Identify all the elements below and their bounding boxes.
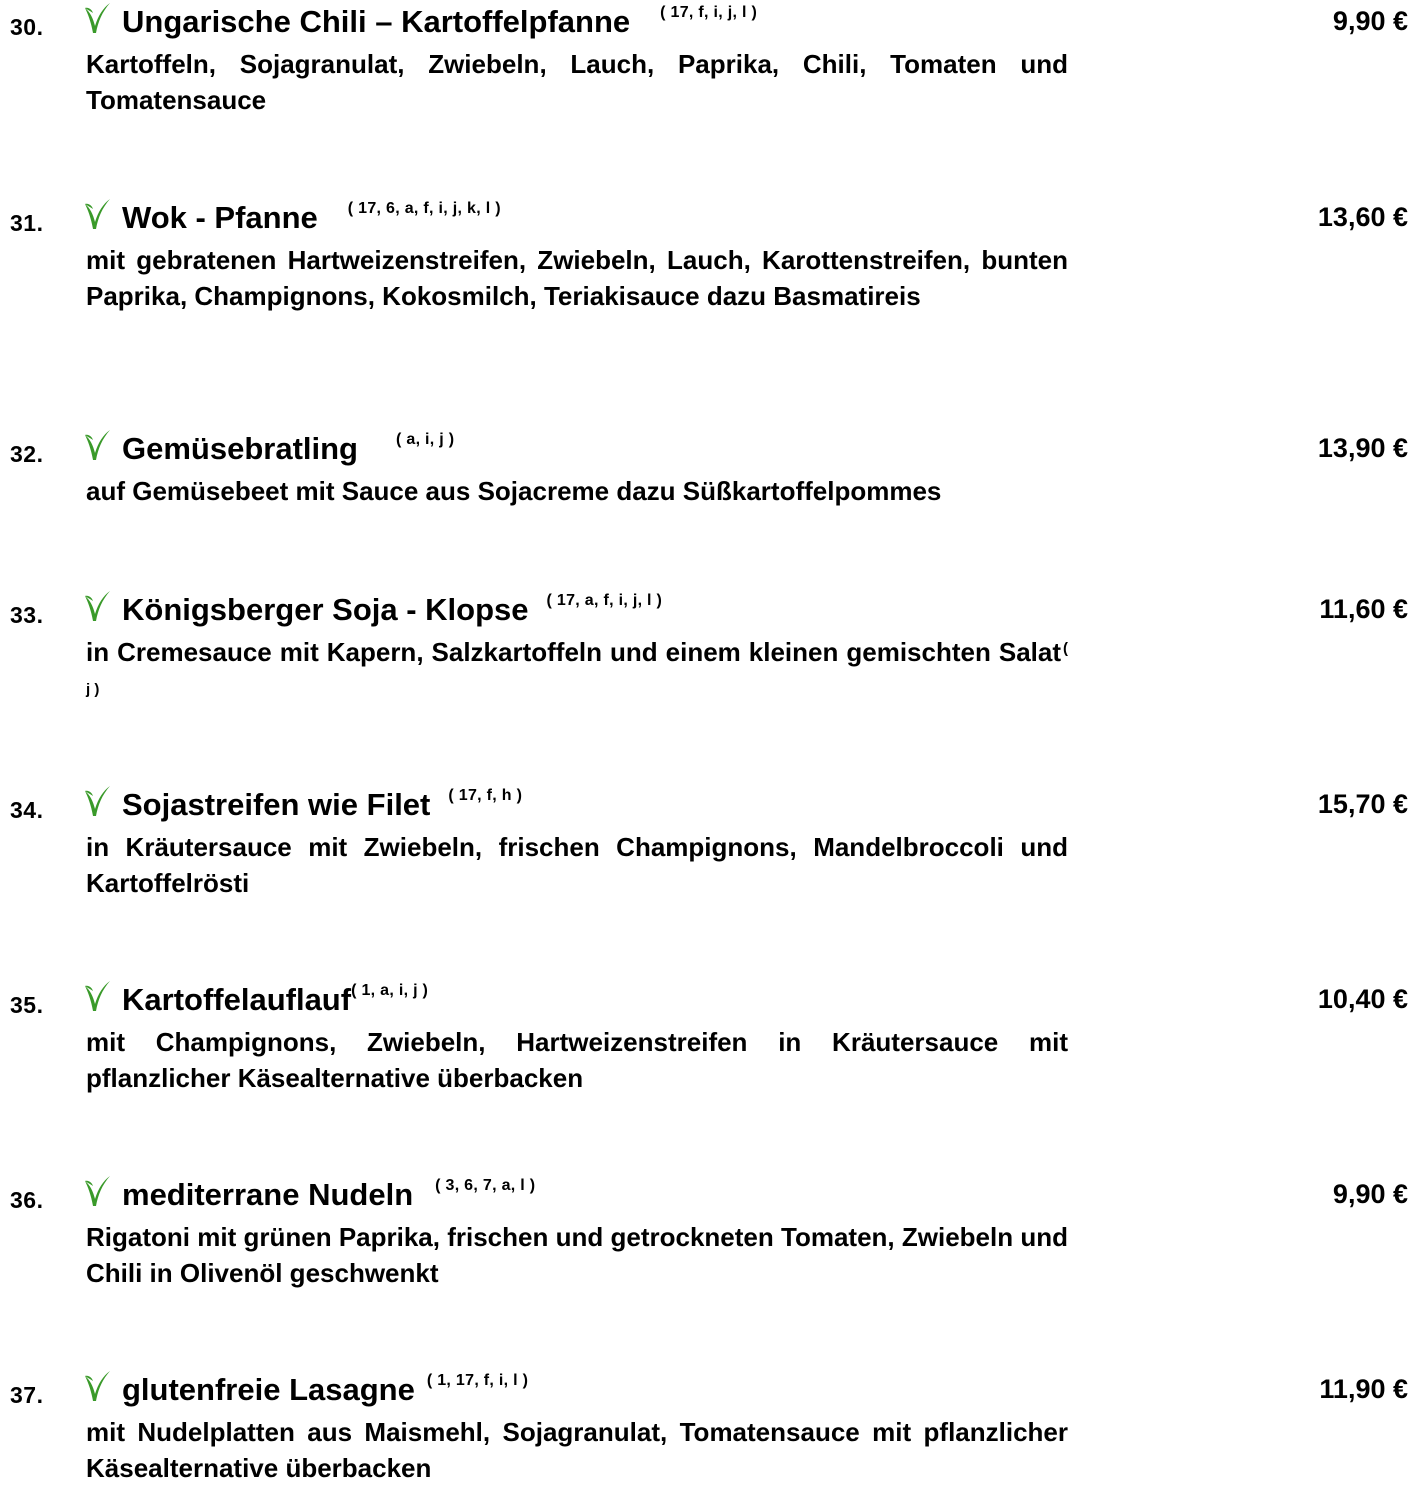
vegan-leaf-v-icon [82,783,114,819]
item-number: 31. [10,210,44,236]
item-title-line [122,592,662,628]
item-description [86,1219,1068,1291]
item-price: 13,90 € [1317,433,1408,463]
item-title-line [122,1177,535,1213]
item-number: 34. [10,797,44,823]
item-title: Ungarische Chili – Kartoffelpfanne [122,4,631,39]
vegan-leaf-v-icon [82,978,114,1014]
item-price: 15,70 € [1317,789,1408,819]
item-number: 36. [10,1187,44,1213]
item-title: Wok - Pfanne [122,200,318,235]
item-description-text: mit gebratenen Hartweizenstreifen, Zwiebeln, Lauch, Karottenstreifen, bunten Paprika, Champignons, Kokosmilch, Teriakisauce dazu Basmatireis [86,245,1068,311]
item-title: mediterrane Nudeln [122,1177,414,1212]
item-description [86,634,1068,716]
item-allergens: ( 1, 17, f, i, l ) [426,1372,529,1389]
item-title-line [122,4,757,40]
item-title: Sojastreifen wie Filet [122,787,431,822]
vegan-leaf-v-icon [82,0,114,36]
item-allergens: ( 17, a, f, i, j, l ) [546,592,663,609]
item-number: 33. [10,602,44,628]
vegan-leaf-v-icon [82,427,114,463]
item-description-text: Kartoffeln, Sojagranulat, Zwiebeln, Lauch, Paprika, Chili, Tomaten und Tomatensauce [86,49,1068,115]
item-price: 13,60 € [1317,202,1408,232]
item-price: 9,90 € [1332,6,1408,36]
item-price: 11,90 € [1319,1374,1408,1404]
item-description [86,473,1068,509]
item-description-text: in Kräutersauce mit Zwiebeln, frischen Champignons, Mandelbroccoli und Kartoffelrösti [86,832,1068,898]
item-allergens: ( 3, 6, 7, a, l ) [435,1177,536,1194]
item-description-text: mit Champignons, Zwiebeln, Hartweizenstreifen in Kräutersauce mit pflanzlicher Käsealternative überbacken [86,1027,1068,1093]
item-description [86,242,1068,314]
item-title-line [122,1372,528,1408]
item-description-allergens: ( j ) [86,640,1068,698]
item-price: 11,60 € [1319,594,1408,624]
item-number: 30. [10,14,44,40]
item-title: Königsberger Soja - Klopse [122,592,529,627]
item-title-line [122,200,501,236]
item-description-text: Rigatoni mit grünen Paprika, frischen und getrockneten Tomaten, Zwiebeln und Chili in Olivenöl geschwenkt [86,1222,1068,1288]
vegan-leaf-v-icon [82,1173,114,1209]
item-number: 32. [10,441,44,467]
item-description [86,1414,1068,1486]
item-allergens: ( 17, f, i, j, l ) [660,4,758,21]
item-allergens: ( 17, 6, a, f, i, j, k, l ) [347,200,501,217]
item-title: Kartoffelauflauf [122,982,352,1017]
item-title: Gemüsebratling [122,431,358,466]
item-allergens: ( 17, f, h ) [448,787,523,804]
item-allergens: ( 1, a, i, j ) [351,982,429,999]
item-number: 35. [10,992,44,1018]
vegan-leaf-v-icon [82,1368,114,1404]
item-description-text: in Cremesauce mit Kapern, Salzkartoffeln und einem kleinen gemischten Salat [86,637,1061,667]
item-allergens: ( a, i, j ) [396,431,455,448]
item-description-text: mit Nudelplatten aus Maismehl, Sojagranulat, Tomatensauce mit pflanzlicher Käsealternative überbacken [86,1417,1068,1483]
item-number: 37. [10,1382,44,1408]
item-description [86,829,1068,901]
item-title-line [122,787,522,823]
item-title-line [122,982,428,1018]
item-description [86,46,1068,118]
item-description [86,1024,1068,1096]
vegan-leaf-v-icon [82,196,114,232]
item-description-text: auf Gemüsebeet mit Sauce aus Sojacreme dazu Süßkartoffelpommes [86,476,942,506]
item-price: 10,40 € [1317,984,1408,1014]
item-title: glutenfreie Lasagne [122,1372,415,1407]
item-price: 9,90 € [1332,1179,1408,1209]
vegan-leaf-v-icon [82,588,114,624]
item-title-line [122,431,454,467]
